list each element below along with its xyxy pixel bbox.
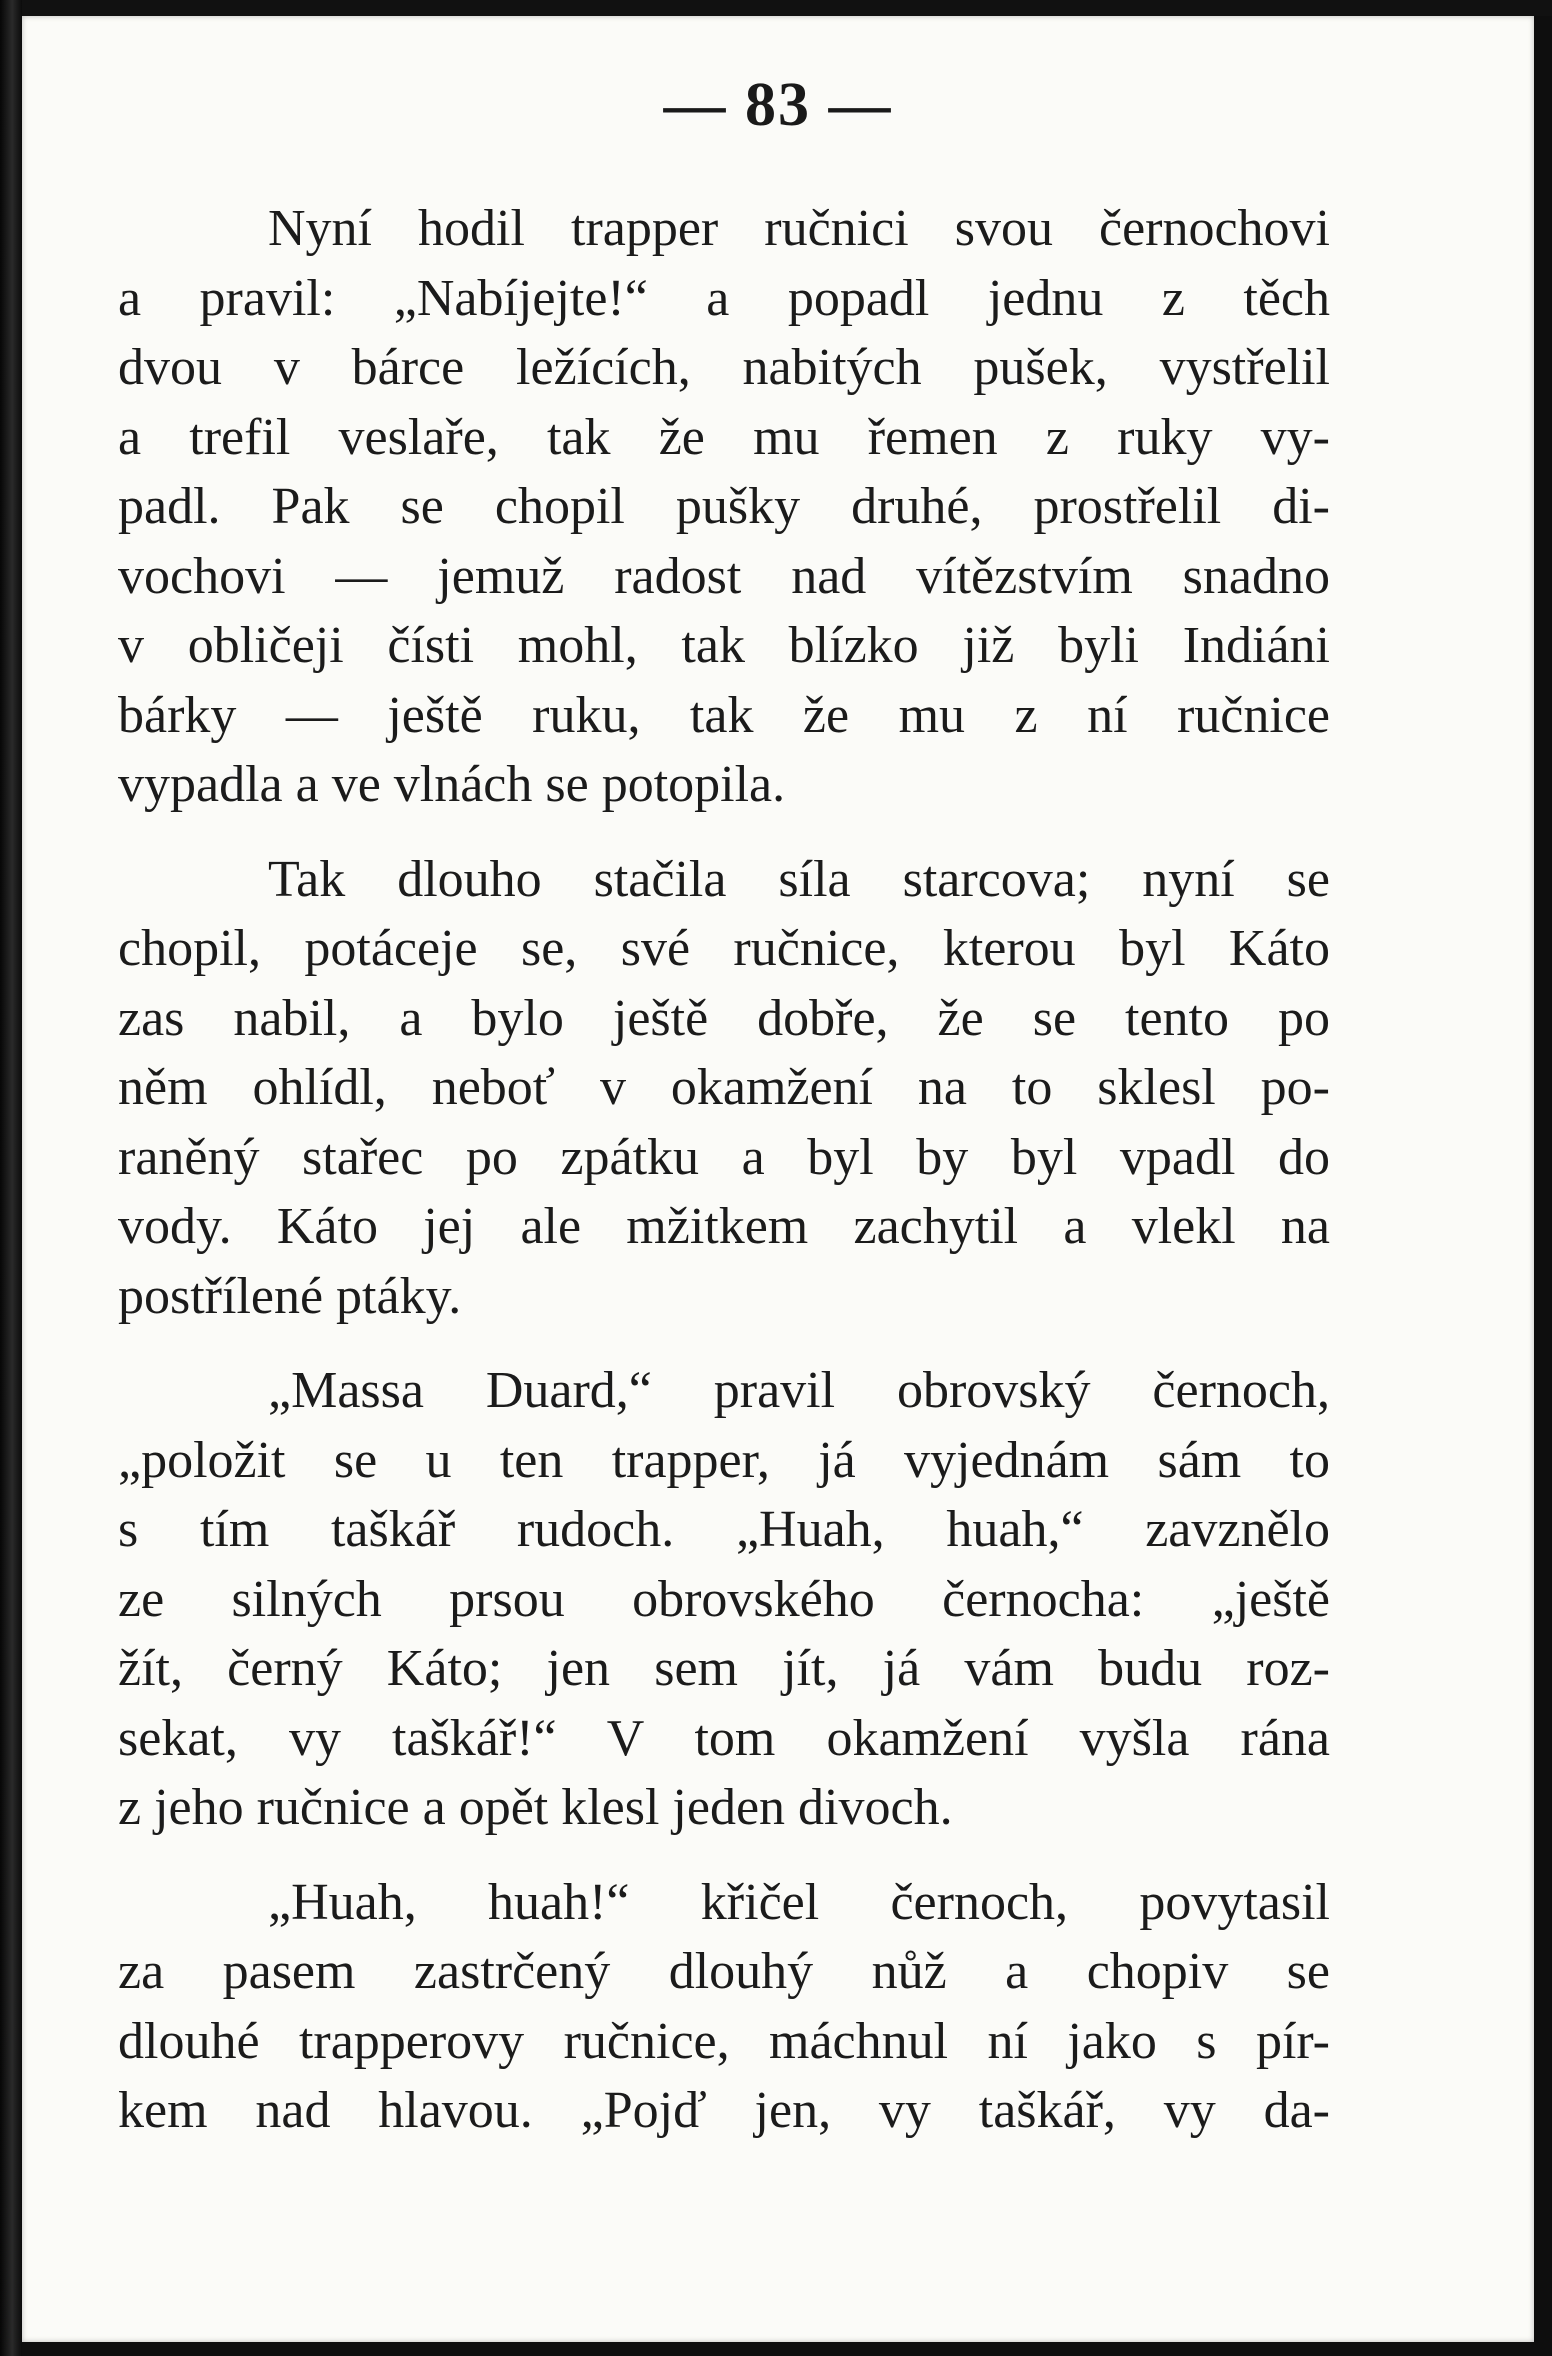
text-line: vody. Káto jej ale mžitkem zachytil a vlekl na	[118, 1198, 1330, 1255]
text-line: dlouhé trapperovy ručnice, máchnul ní jako s pír-	[118, 2012, 1330, 2070]
text-line: Tak dlouho stačila síla starcova; nyní se	[268, 850, 1330, 908]
text-line: ze silných prsou obrovského černocha: „ještě	[118, 1570, 1330, 1628]
text-line: „Massa Duard,“ pravil obrovský černoch,	[268, 1362, 1330, 1419]
text-line: s tím taškář rudoch. „Huah, huah,“ zavznělo	[118, 1501, 1330, 1558]
text-line: zas nabil, a bylo ještě dobře, že se tento po	[118, 989, 1330, 1047]
book-spine-edge	[0, 0, 22, 2356]
text-line: a pravil: „Nabíjejte!“ a popadl jednu z těch	[118, 269, 1330, 327]
text-line: za pasem zastrčený dlouhý nůž a chopiv se	[118, 1943, 1330, 2000]
text-line: v obličeji čísti mohl, tak blízko již byli Indiáni	[118, 617, 1330, 674]
text-line: bárky — ještě ruku, tak že mu z ní ručnice	[118, 686, 1330, 744]
paragraph-3	[118, 1356, 1330, 1843]
text-line: něm ohlídl, neboť v okamžení na to sklesl po-	[118, 1059, 1330, 1116]
book-page	[22, 16, 1534, 2342]
text-line: vochovi — jemuž radost nad vítězstvím snadno	[118, 547, 1330, 605]
text-line: z jeho ručnice a opět klesl jeden divoch.	[118, 1779, 953, 1836]
scan-top-edge	[0, 0, 1552, 16]
paragraph-4	[118, 1868, 1330, 2146]
text-line: „položit se u ten trapper, já vyjednám sám to	[118, 1431, 1330, 1489]
body-text	[118, 194, 1330, 2146]
text-line: postřílené ptáky.	[118, 1267, 462, 1325]
paragraph-1	[118, 194, 1330, 820]
text-line: Nyní hodil trapper ručnici svou černochovi	[268, 200, 1330, 257]
paragraph-2	[118, 845, 1330, 1332]
text-line: a trefil veslaře, tak že mu řemen z ruky vy-	[118, 408, 1330, 466]
text-line: raněný stařec po zpátku a byl by byl vpadl do	[118, 1128, 1330, 1186]
text-line: „Huah, huah!“ křičel černoch, povytasil	[268, 1873, 1330, 1931]
text-line: žít, černý Káto; jen sem jít, já vám budu roz-	[118, 1640, 1330, 1697]
text-line: vypadla a ve vlnách se potopila.	[118, 756, 786, 813]
text-line: kem nad hlavou. „Pojď jen, vy taškář, vy da-	[118, 2082, 1330, 2139]
page-number: — 83 —	[663, 71, 893, 139]
text-line: sekat, vy taškář!“ V tom okamžení vyšla rána	[118, 1709, 1330, 1767]
text-line: dvou v bárce ležících, nabitých pušek, vystřelil	[118, 339, 1330, 396]
text-line: padl. Pak se chopil pušky druhé, prostřelil di-	[118, 478, 1330, 535]
text-line: chopil, potáceje se, své ručnice, kterou byl Káto	[118, 920, 1330, 977]
